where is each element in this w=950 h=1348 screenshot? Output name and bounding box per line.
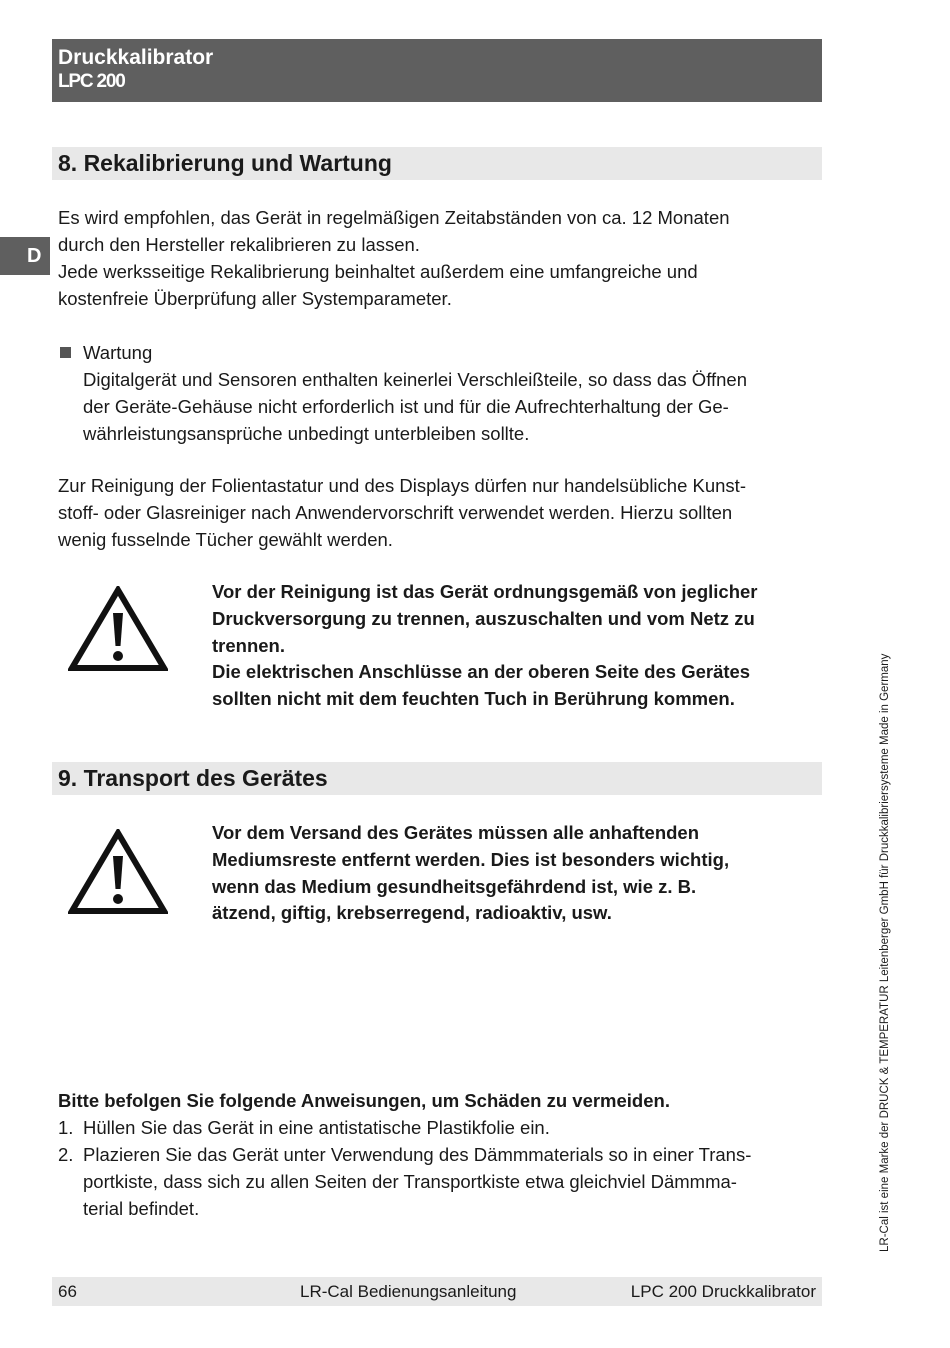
warning-line: wenn das Medium gesundheitsgefährdend ist, wie z. B. [212,875,697,897]
transport-warning [212,820,832,927]
list-line: Plazieren Sie das Gerät unter Verwendung des Dämmmaterials so in einer Trans- [83,1144,752,1165]
warning-line: Vor dem Versand des Gerätes müssen alle anhaftenden [212,822,700,843]
transport-instructions [58,1087,828,1222]
bullet-line: Digitalgerät und Sensoren enthalten keinerlei Verschleißteile, so dass das Öffnen [83,369,748,390]
header-model: LPC 200 [58,71,125,92]
footer-manual-title: LR-Cal Bedienungsanleitung [300,1282,517,1301]
page-footer [52,1277,822,1306]
page-number: 66 [58,1282,77,1301]
cleaning-line: stoff- oder Glasreiniger nach Anwendervorschrift verwendet werden. Hierzu sollten [58,502,733,523]
section-9-heading: 9. Transport des Gerätes [52,762,822,795]
warning-triangle-icon [68,586,168,672]
cleaning-paragraph [58,472,828,553]
warning-line: Vor der Reinigung ist das Gerät ordnungsgemäß von jeglicher [212,581,758,602]
warning-line: sollten nicht mit dem feuchten Tuch in Berührung kommen. [212,688,735,710]
list-item [58,1141,828,1222]
header-title: Druckkalibrator [58,46,214,69]
bullet-line: währleistungsansprüche unbedingt unterbleiben sollte. [83,423,530,444]
cleaning-line: Zur Reinigung der Folientastatur und des Displays dürfen nur handelsübliche Kunst- [58,475,746,496]
list-line: portkiste, dass sich zu allen Seiten der Transportkiste etwa gleichviel Dämmma- [83,1171,737,1192]
footer-product: LPC 200 Druckkalibrator [630,1282,816,1301]
warning-line: trennen. [212,634,285,656]
intro-line: Jede werksseitige Rekalibrierung beinhaltet außerdem eine umfangreiche und [58,261,698,282]
warning-triangle-icon [68,829,168,915]
page-header [52,39,822,102]
warning-line: ätzend, giftig, krebserregend, radioaktiv, usw. [212,902,612,924]
warning-line: Die elektrischen Anschlüsse an der oberen Seite des Gerätes [212,661,751,683]
intro-line: durch den Hersteller rekalibrieren zu lassen. [58,234,420,255]
cleaning-warning [212,579,832,713]
warning-line: Druckversorgung zu trennen, auszuschalten und vom Netz zu [212,607,755,629]
warning-line: Mediumsreste entfernt werden. Dies ist besonders wichtig, [212,848,730,870]
intro-line: Es wird empfohlen, das Gerät in regelmäßigen Zeitabständen von ca. 12 Monaten [58,207,730,228]
bullet-line: der Geräte-Gehäuse nicht erforderlich ist und für die Aufrechterhaltung der Ge- [83,396,729,417]
section-8-intro [58,204,828,312]
section-8-heading: 8. Rekalibrierung und Wartung [52,147,822,180]
list-line: Hüllen Sie das Gerät in eine antistatische Plastikfolie ein. [83,1117,550,1138]
instructions-heading: Bitte befolgen Sie folgende Anweisungen, um Schäden zu vermeiden. [58,1090,670,1111]
bullet-title: Wartung [83,342,153,363]
list-item [58,1114,828,1141]
list-number: 2. [58,1144,74,1165]
cleaning-line: wenig fusselnde Tücher gewählt werden. [58,529,393,550]
language-tab: D [0,237,50,275]
side-trademark-note: LR-Cal ist eine Marke der DRUCK & TEMPERATUR Leitenberger GmbH für Druckkalibriersysteme Made in Germany [879,653,891,1252]
list-number: 1. [58,1117,74,1138]
intro-line: kostenfreie Überprüfung aller Systemparameter. [58,288,452,309]
bullet-square-icon [60,347,71,358]
list-line: terial befindet. [83,1198,200,1219]
